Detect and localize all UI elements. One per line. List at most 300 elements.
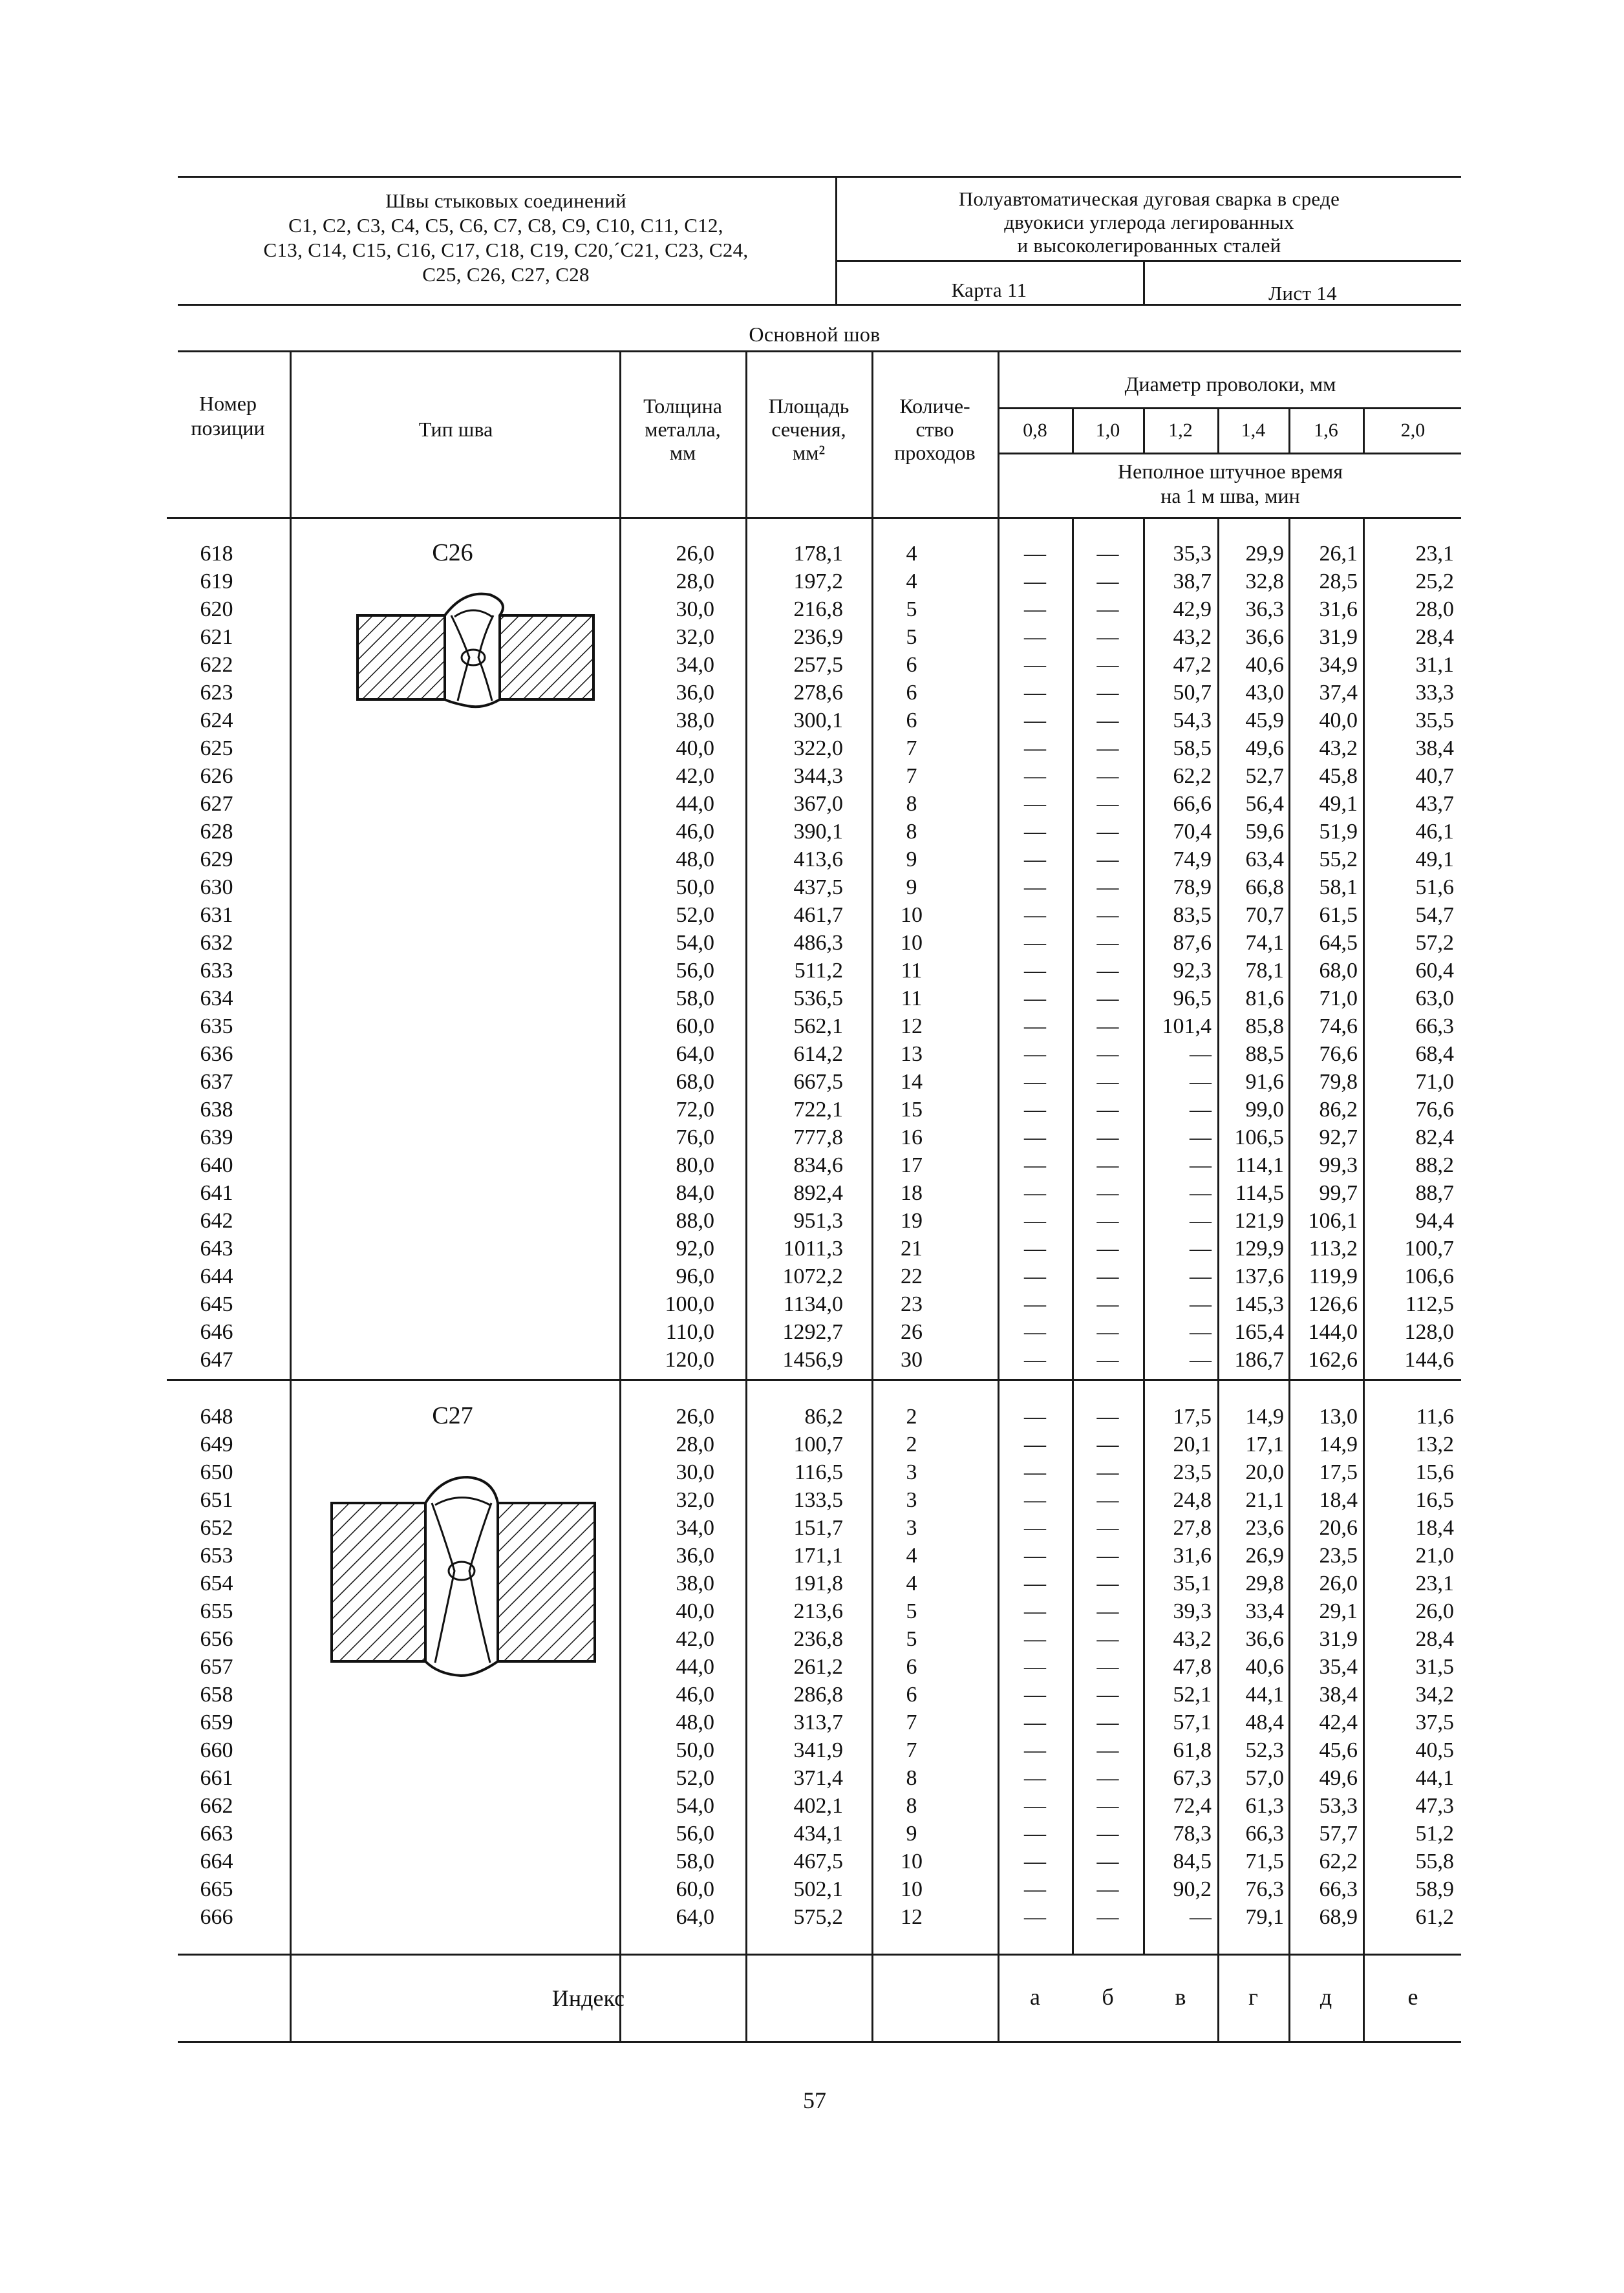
time-d08: — <box>1024 1264 1046 1288</box>
time-d14: 91,6 <box>1245 1070 1284 1094</box>
time-d12: 43,2 <box>1173 1627 1212 1651</box>
time-d20: 51,6 <box>1415 875 1454 899</box>
time-d10: — <box>1096 1599 1119 1623</box>
position-number: 642 <box>200 1209 233 1233</box>
time-d08: — <box>1024 1014 1046 1038</box>
time-d10: — <box>1096 1822 1119 1846</box>
passes-count: 3 <box>906 1488 917 1512</box>
passes-count: 7 <box>906 1738 917 1762</box>
section-area: 614,2 <box>793 1042 843 1066</box>
time-d10: — <box>1096 931 1119 955</box>
time-d16: 58,1 <box>1319 875 1358 899</box>
time-d10: — <box>1096 1237 1119 1261</box>
time-d16: 31,6 <box>1319 597 1358 621</box>
time-d16: 68,0 <box>1319 959 1358 983</box>
time-d16: 51,9 <box>1319 820 1358 844</box>
time-d12: 87,6 <box>1173 931 1212 955</box>
time-d20: 71,0 <box>1415 1070 1454 1094</box>
time-d08: — <box>1024 736 1046 760</box>
time-d14: 99,0 <box>1245 1098 1284 1122</box>
time-d14: 23,6 <box>1245 1516 1284 1540</box>
metal-thickness: 58,0 <box>676 1850 714 1873</box>
time-d10: — <box>1096 597 1119 621</box>
time-d08: — <box>1024 1822 1046 1846</box>
passes-count: 4 <box>906 1544 917 1568</box>
time-d16: 66,3 <box>1319 1877 1358 1901</box>
time-d16: 71,0 <box>1319 987 1358 1010</box>
metal-thickness: 110,0 <box>665 1320 714 1344</box>
time-d16: 53,3 <box>1319 1794 1358 1818</box>
metal-thickness: 80,0 <box>676 1153 714 1177</box>
position-number: 649 <box>200 1433 233 1456</box>
time-d10: — <box>1096 1850 1119 1873</box>
time-d14: 17,1 <box>1245 1433 1284 1456</box>
time-d12: 66,6 <box>1173 792 1212 816</box>
section-area: 151,7 <box>793 1516 843 1540</box>
time-d14: 40,6 <box>1245 1655 1284 1679</box>
time-d14: 66,3 <box>1245 1822 1284 1846</box>
position-number: 625 <box>200 736 233 760</box>
time-d14: 66,8 <box>1245 875 1284 899</box>
time-d08: — <box>1024 597 1046 621</box>
time-d12: 70,4 <box>1173 820 1212 844</box>
time-d08: — <box>1024 1433 1046 1456</box>
metal-thickness: 48,0 <box>676 1711 714 1734</box>
time-d16: 42,4 <box>1319 1711 1358 1734</box>
time-d10: — <box>1096 1488 1119 1512</box>
section-area: 951,3 <box>793 1209 843 1233</box>
time-d14: 61,3 <box>1245 1794 1284 1818</box>
time-d16: 99,3 <box>1319 1153 1358 1177</box>
time-d16: 106,1 <box>1308 1209 1358 1233</box>
time-d08: — <box>1024 1711 1046 1734</box>
time-d20: 76,6 <box>1415 1098 1454 1122</box>
section-area: 86,2 <box>804 1405 843 1429</box>
metal-thickness: 40,0 <box>676 1599 714 1623</box>
time-d12: 39,3 <box>1173 1599 1212 1623</box>
time-d10: — <box>1096 792 1119 816</box>
position-number: 659 <box>200 1711 233 1734</box>
passes-count: 30 <box>901 1348 923 1372</box>
section-area: 236,9 <box>793 625 843 649</box>
time-d20: 100,7 <box>1404 1237 1454 1261</box>
section-area: 1072,2 <box>782 1264 843 1288</box>
time-d12: — <box>1190 1264 1212 1288</box>
metal-thickness: 44,0 <box>676 792 714 816</box>
diameter-value: 2,0 <box>1400 420 1426 441</box>
time-d08: — <box>1024 959 1046 983</box>
time-d12: 84,5 <box>1173 1850 1212 1873</box>
header-card-rule <box>835 260 1461 262</box>
position-number: 640 <box>200 1153 233 1177</box>
time-d08: — <box>1024 1877 1046 1901</box>
time-d20: 34,2 <box>1415 1683 1454 1707</box>
metal-thickness: 30,0 <box>676 597 714 621</box>
metal-thickness: 40,0 <box>676 736 714 760</box>
time-d14: 85,8 <box>1245 1014 1284 1038</box>
header-right-line: Полуавтоматическая дуговая сварка в среде <box>958 187 1340 210</box>
index-letter: в <box>1175 1984 1186 2010</box>
time-d14: 81,6 <box>1245 987 1284 1010</box>
time-d14: 129,9 <box>1234 1237 1284 1261</box>
time-d16: 119,9 <box>1309 1264 1358 1288</box>
time-d10: — <box>1096 1544 1119 1568</box>
position-number: 631 <box>200 903 233 927</box>
position-number: 661 <box>200 1766 233 1790</box>
time-d08: — <box>1024 848 1046 871</box>
metal-thickness: 32,0 <box>676 1488 714 1512</box>
time-d14: 40,6 <box>1245 653 1284 677</box>
time-d12: — <box>1190 1125 1212 1149</box>
col-header-pos: Номер позиции <box>191 392 265 440</box>
section-area: 390,1 <box>793 820 843 844</box>
time-d20: 28,4 <box>1415 625 1454 649</box>
time-d20: 23,1 <box>1415 542 1454 566</box>
passes-count: 6 <box>906 653 917 677</box>
time-d08: — <box>1024 1794 1046 1818</box>
time-d16: 23,5 <box>1319 1544 1358 1568</box>
time-d20: 13,2 <box>1415 1433 1454 1456</box>
position-number: 653 <box>200 1544 233 1568</box>
time-d16: 40,0 <box>1319 709 1358 732</box>
passes-count: 4 <box>906 542 917 566</box>
time-d16: 79,8 <box>1319 1070 1358 1094</box>
passes-count: 10 <box>901 1877 923 1901</box>
diameter-value: 1,0 <box>1095 420 1120 441</box>
sheet-label: Лист 14 <box>1268 282 1337 304</box>
time-d08: — <box>1024 1153 1046 1177</box>
diameter-value: 1,2 <box>1168 420 1193 441</box>
time-d16: 20,6 <box>1319 1516 1358 1540</box>
time-d12: — <box>1190 1905 1212 1929</box>
passes-count: 21 <box>901 1237 923 1261</box>
time-d10: — <box>1096 1711 1119 1734</box>
time-d08: — <box>1024 1850 1046 1873</box>
section-area: 562,1 <box>793 1014 843 1038</box>
time-d14: 121,9 <box>1234 1209 1284 1233</box>
time-d08: — <box>1024 1544 1046 1568</box>
time-d12: 57,1 <box>1173 1711 1212 1734</box>
time-d20: 31,1 <box>1415 653 1454 677</box>
time-d14: 59,6 <box>1245 820 1284 844</box>
position-number: 651 <box>200 1488 233 1512</box>
time-d20: 33,3 <box>1415 681 1454 705</box>
time-d16: 43,2 <box>1319 736 1358 760</box>
time-d10: — <box>1096 1014 1119 1038</box>
metal-thickness: 64,0 <box>676 1905 714 1929</box>
passes-count: 9 <box>906 848 917 871</box>
metal-thickness: 42,0 <box>676 764 714 788</box>
time-d12: 83,5 <box>1173 903 1212 927</box>
time-d12: 27,8 <box>1173 1516 1212 1540</box>
time-d10: — <box>1096 959 1119 983</box>
passes-count: 7 <box>906 736 917 760</box>
time-d12: 47,2 <box>1173 653 1212 677</box>
seam-type-label: С27 <box>432 1402 473 1429</box>
time-d20: 57,2 <box>1415 931 1454 955</box>
time-d08: — <box>1024 820 1046 844</box>
index-letter: г <box>1248 1984 1258 2010</box>
time-d08: — <box>1024 1292 1046 1316</box>
time-d10: — <box>1096 1572 1119 1595</box>
section-area: 1456,9 <box>782 1348 843 1372</box>
passes-count: 10 <box>901 1850 923 1873</box>
metal-thickness: 56,0 <box>676 959 714 983</box>
time-d12: 90,2 <box>1173 1877 1212 1901</box>
header-right-line: двуокиси углерода легированных <box>1004 211 1294 233</box>
metal-thickness: 32,0 <box>676 625 714 649</box>
time-d16: 64,5 <box>1319 931 1358 955</box>
col-header-passes: Количе- ство проходов <box>894 394 976 464</box>
section-area: 367,0 <box>793 792 843 816</box>
time-d14: 48,4 <box>1245 1711 1284 1734</box>
table-top-rule <box>178 350 1461 352</box>
time-d12: 72,4 <box>1173 1794 1212 1818</box>
passes-count: 2 <box>906 1433 917 1456</box>
time-d12: — <box>1190 1320 1212 1344</box>
time-d08: — <box>1024 1042 1046 1066</box>
time-d16: 126,6 <box>1308 1292 1358 1316</box>
metal-thickness: 26,0 <box>676 542 714 566</box>
time-d10: — <box>1096 903 1119 927</box>
time-d20: 106,6 <box>1404 1264 1454 1288</box>
section-area: 1134,0 <box>783 1292 843 1316</box>
time-d14: 29,8 <box>1245 1572 1284 1595</box>
time-d10: — <box>1096 1181 1119 1205</box>
time-d16: 13,0 <box>1319 1405 1358 1429</box>
time-d14: 33,4 <box>1245 1599 1284 1623</box>
position-number: 632 <box>200 931 233 955</box>
time-d10: — <box>1096 681 1119 705</box>
time-d12: 62,2 <box>1173 764 1212 788</box>
section-area: 216,8 <box>793 597 843 621</box>
diam-values-rule <box>998 453 1461 454</box>
position-number: 637 <box>200 1070 233 1094</box>
time-d12: 24,8 <box>1173 1488 1212 1512</box>
time-d16: 35,4 <box>1319 1655 1358 1679</box>
metal-thickness: 76,0 <box>676 1125 714 1149</box>
time-d14: 114,1 <box>1235 1153 1284 1177</box>
passes-count: 14 <box>901 1070 923 1094</box>
position-number: 663 <box>200 1822 233 1846</box>
time-d14: 78,1 <box>1245 959 1284 983</box>
time-d08: — <box>1024 570 1046 593</box>
time-d20: 35,5 <box>1415 709 1454 732</box>
time-d10: — <box>1096 1905 1119 1929</box>
passes-count: 5 <box>906 1627 917 1651</box>
passes-count: 11 <box>901 987 923 1010</box>
time-d12: 58,5 <box>1173 736 1212 760</box>
passes-count: 16 <box>901 1125 923 1149</box>
position-number: 618 <box>200 542 233 566</box>
position-number: 639 <box>200 1125 233 1149</box>
time-d16: 26,1 <box>1319 542 1358 566</box>
time-d20: 44,1 <box>1415 1766 1454 1790</box>
passes-count: 15 <box>901 1098 923 1122</box>
section-area: 300,1 <box>793 709 843 732</box>
passes-count: 2 <box>906 1405 917 1429</box>
section-area: 667,5 <box>793 1070 843 1094</box>
time-d14: 145,3 <box>1234 1292 1284 1316</box>
metal-thickness: 56,0 <box>676 1822 714 1846</box>
time-d12: 74,9 <box>1173 848 1212 871</box>
section-area: 261,2 <box>793 1655 843 1679</box>
metal-thickness: 44,0 <box>676 1655 714 1679</box>
position-number: 648 <box>200 1405 233 1429</box>
metal-thickness: 48,0 <box>676 848 714 871</box>
passes-count: 6 <box>906 1683 917 1707</box>
time-d16: 113,2 <box>1309 1237 1358 1261</box>
passes-count: 5 <box>906 625 917 649</box>
page-number: 57 <box>803 2087 826 2113</box>
time-d20: 128,0 <box>1404 1320 1454 1344</box>
position-number: 657 <box>200 1655 233 1679</box>
time-d10: — <box>1096 1405 1119 1429</box>
position-number: 654 <box>200 1572 233 1595</box>
position-number: 664 <box>200 1850 233 1873</box>
time-d08: — <box>1024 1516 1046 1540</box>
time-d12: — <box>1190 1181 1212 1205</box>
time-d20: 49,1 <box>1415 848 1454 871</box>
time-d08: — <box>1024 987 1046 1010</box>
section-area: 197,2 <box>793 570 843 593</box>
time-d10: — <box>1096 848 1119 871</box>
time-d08: — <box>1024 1070 1046 1094</box>
position-number: 633 <box>200 959 233 983</box>
time-d14: 57,0 <box>1245 1766 1284 1790</box>
position-number: 624 <box>200 709 233 732</box>
section-area: 511,2 <box>794 959 843 983</box>
col-header-thickness: Толщина металла, мм <box>643 394 722 464</box>
time-d10: — <box>1096 1153 1119 1177</box>
section-area: 257,5 <box>793 653 843 677</box>
time-d16: 28,5 <box>1319 570 1358 593</box>
metal-thickness: 28,0 <box>676 570 714 593</box>
passes-count: 6 <box>906 681 917 705</box>
time-d12: 67,3 <box>1173 1766 1212 1790</box>
time-d20: 68,4 <box>1415 1042 1454 1066</box>
metal-thickness: 54,0 <box>676 931 714 955</box>
time-d20: 144,6 <box>1404 1348 1454 1372</box>
time-d12: — <box>1190 1042 1212 1066</box>
time-d16: 45,8 <box>1319 764 1358 788</box>
time-d16: 18,4 <box>1319 1488 1358 1512</box>
section-area: 467,5 <box>793 1850 843 1873</box>
section-area: 371,4 <box>793 1766 843 1790</box>
position-number: 656 <box>200 1627 233 1651</box>
time-d12: 38,7 <box>1173 570 1212 593</box>
section-area: 892,4 <box>793 1181 843 1205</box>
time-d12: 42,9 <box>1173 597 1212 621</box>
time-d08: — <box>1024 792 1046 816</box>
time-d20: 63,0 <box>1415 987 1454 1010</box>
time-d10: — <box>1096 1209 1119 1233</box>
position-number: 626 <box>200 764 233 788</box>
time-d10: — <box>1096 1098 1119 1122</box>
time-d12: — <box>1190 1237 1212 1261</box>
table-bottom-rule <box>178 1954 1461 1956</box>
time-d14: 79,1 <box>1245 1905 1284 1929</box>
time-d20: 66,3 <box>1415 1014 1454 1038</box>
time-d10: — <box>1096 1766 1119 1790</box>
time-d10: — <box>1096 1320 1119 1344</box>
time-d08: — <box>1024 931 1046 955</box>
time-d20: 94,4 <box>1415 1209 1454 1233</box>
time-d16: 55,2 <box>1319 848 1358 871</box>
time-d14: 71,5 <box>1245 1850 1284 1873</box>
time-d08: — <box>1024 625 1046 649</box>
time-d16: 26,0 <box>1319 1572 1358 1595</box>
time-d14: 21,1 <box>1245 1488 1284 1512</box>
section-area: 461,7 <box>793 903 843 927</box>
position-number: 622 <box>200 653 233 677</box>
position-number: 636 <box>200 1042 233 1066</box>
time-d12: 101,4 <box>1162 1014 1212 1038</box>
col-line <box>290 350 292 2041</box>
time-d08: — <box>1024 1766 1046 1790</box>
time-d16: 29,1 <box>1319 1599 1358 1623</box>
position-number: 634 <box>200 987 233 1010</box>
passes-count: 3 <box>906 1460 917 1484</box>
passes-count: 26 <box>901 1320 923 1344</box>
time-d16: 49,1 <box>1319 792 1358 816</box>
time-d08: — <box>1024 1599 1046 1623</box>
time-d08: — <box>1024 1125 1046 1149</box>
passes-count: 7 <box>906 764 917 788</box>
position-number: 650 <box>200 1460 233 1484</box>
time-d08: — <box>1024 681 1046 705</box>
time-d10: — <box>1096 820 1119 844</box>
position-number: 666 <box>200 1905 233 1929</box>
time-d10: — <box>1096 1292 1119 1316</box>
time-d20: 82,4 <box>1415 1125 1454 1149</box>
time-d12: — <box>1190 1098 1212 1122</box>
section-area: 191,8 <box>793 1572 843 1595</box>
section-area: 178,1 <box>793 542 843 566</box>
time-d12: — <box>1190 1348 1212 1372</box>
time-d20: 15,6 <box>1415 1460 1454 1484</box>
section-area: 413,6 <box>793 848 843 871</box>
time-d10: — <box>1096 570 1119 593</box>
time-d12: 17,5 <box>1173 1405 1212 1429</box>
position-number: 652 <box>200 1516 233 1540</box>
metal-thickness: 84,0 <box>676 1181 714 1205</box>
section-title: Основной шов <box>749 323 881 346</box>
time-d08: — <box>1024 1683 1046 1707</box>
time-d20: 28,4 <box>1415 1627 1454 1651</box>
section-area: 834,6 <box>793 1153 843 1177</box>
seam-type-label: С26 <box>432 539 473 566</box>
time-d10: — <box>1096 1433 1119 1456</box>
time-d08: — <box>1024 1572 1046 1595</box>
position-number: 628 <box>200 820 233 844</box>
col-header-diameter: Диаметр проволоки, мм <box>1124 372 1336 396</box>
section-area: 133,5 <box>793 1488 843 1512</box>
passes-count: 4 <box>906 570 917 593</box>
metal-thickness: 92,0 <box>676 1237 714 1261</box>
card-label: Карта 11 <box>951 279 1027 301</box>
time-d14: 32,8 <box>1245 570 1284 593</box>
time-d16: 34,9 <box>1319 653 1358 677</box>
metal-thickness: 36,0 <box>676 1544 714 1568</box>
section-area: 575,2 <box>793 1905 843 1929</box>
time-d08: — <box>1024 1237 1046 1261</box>
time-d08: — <box>1024 653 1046 677</box>
time-d20: 18,4 <box>1415 1516 1454 1540</box>
time-d08: — <box>1024 1181 1046 1205</box>
time-d14: 26,9 <box>1245 1544 1284 1568</box>
time-d16: 61,5 <box>1319 903 1358 927</box>
